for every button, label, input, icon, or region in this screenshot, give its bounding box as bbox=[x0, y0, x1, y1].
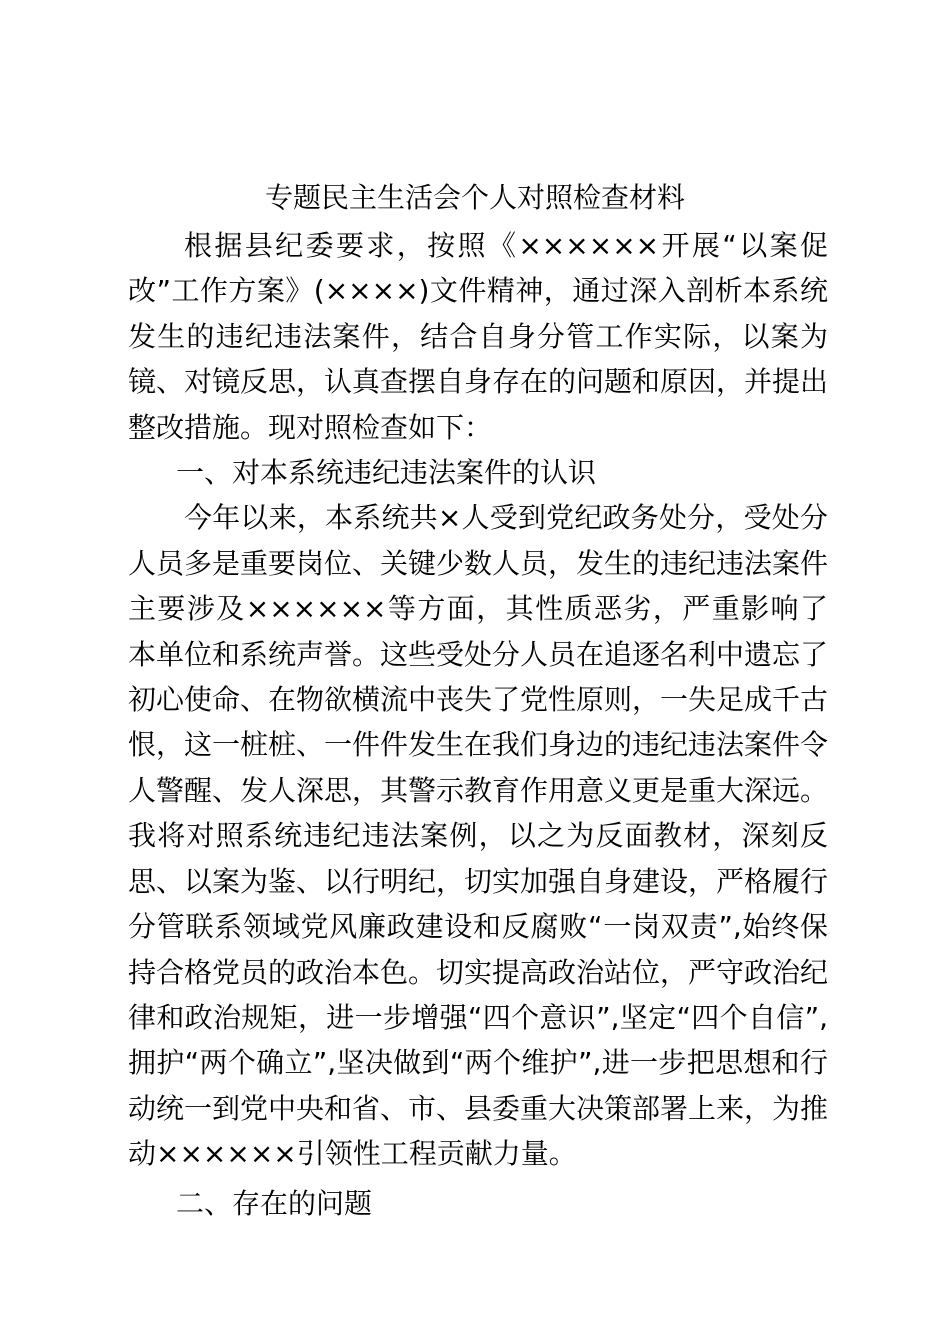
section-heading-1: 一、对本系统违纪违法案件的认识 bbox=[176, 456, 597, 490]
intro-paragraph: 根据县纪委要求，按照《××××××开展“以案促改”工作方案》(××××)文件精神，通过深入剖析本系统发生的违纪违法案件，结合自身分管工作实际，以案为镜、对镜反思，认真查摆自身存在的问题和原因，并提出整改措施。现对照检查如下： bbox=[128, 229, 829, 444]
document-title: 专题民主生活会个人对照检查材料 bbox=[264, 181, 685, 214]
document-body bbox=[128, 223, 828, 1226]
section-heading-2: 二、存在的问题 bbox=[176, 1186, 373, 1220]
section-1-paragraph: 今年以来，本系统共×人受到党纪政务处分，受处分人员多是重要岗位、关键少数人员，发生的违纪违法案件主要涉及××××××等方面，其性质恶劣，严重影响了本单位和系统声誉。这些受处分人员在追逐名利中遗忘了初心使命、在物欲横流中丧失了党性原则，一失足成千古恨，这一桩桩、一件件发生在我们身边的违纪违法案件令人警醒、发人深思，其警示教育作用意义更是重大深远。我将对照系统违纪违法案例，以之为反面教材，深刻反思、以案为鉴、以行明纪，切实加强自身建设，严格履行分管联系领域党风廉政建设和反腐败“一岗双责”,始终保持合格党员的政治本色。切实提高政治站位，严守政治纪律和政治规矩，进一步增强“四个意识”,坚定“四个自信”,拥护“两个确立”,坚决做到“两个维护”,进一步把思想和行动统一到党中央和省、市、县委重大决策部署上来，为推动××××××引领性工程贡献力量。 bbox=[128, 501, 829, 1171]
